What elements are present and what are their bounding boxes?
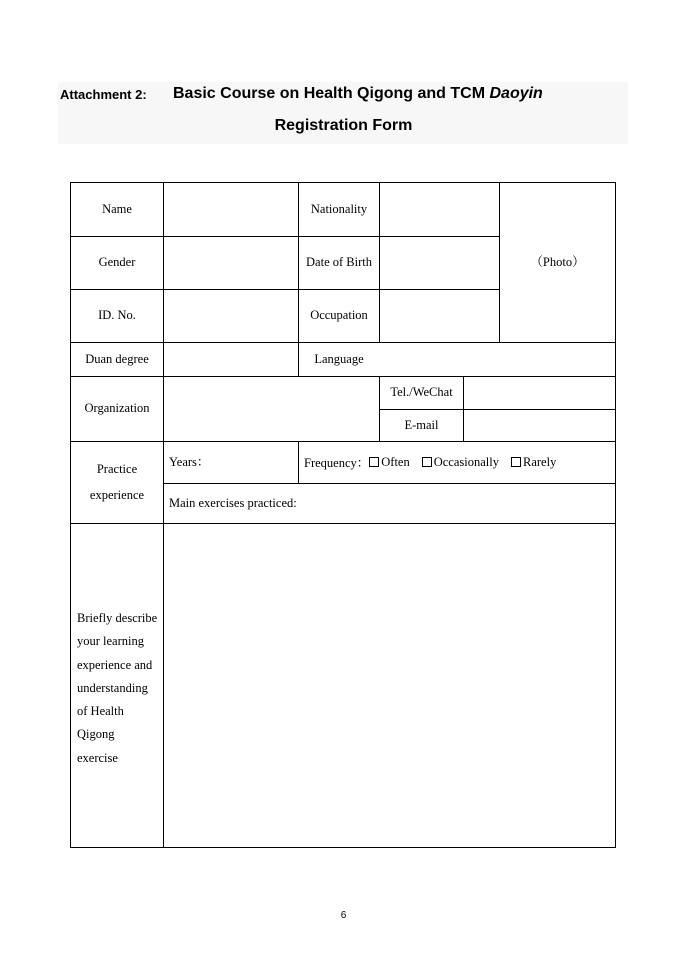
language-label: Language [314, 351, 364, 366]
main-exercises-field[interactable] [169, 484, 615, 523]
checkbox[interactable] [511, 457, 521, 467]
name-label: Name [102, 201, 132, 216]
tel-label: Tel./WeChat [390, 385, 453, 400]
frequency-option-often[interactable]: Often [369, 455, 409, 470]
checkbox[interactable] [422, 457, 432, 467]
describe-label: Briefly describe your learning experience and understanding of Health Qigong exercise [77, 611, 158, 765]
id-field[interactable] [164, 290, 298, 342]
organization-field[interactable] [164, 377, 379, 441]
title-main: Basic Course on Health Qigong and TCM [173, 85, 486, 102]
occupation-field[interactable] [380, 290, 499, 342]
page-number: 6 [340, 910, 347, 921]
frequency-group [304, 441, 568, 483]
name-field[interactable] [164, 183, 298, 236]
practice-label-line2: experience [89, 487, 145, 502]
gender-label: Gender [98, 255, 136, 270]
organization-label: Organization [84, 401, 150, 416]
form-title [173, 85, 543, 103]
main-exercises-label: Main exercises practiced: [169, 495, 297, 510]
title-italic: Daoyin [489, 85, 543, 102]
frequency-option-occasionally[interactable]: Occasionally [422, 455, 499, 470]
years-field[interactable] [169, 442, 298, 483]
id-label: ID. No. [98, 308, 136, 323]
tel-field[interactable] [464, 377, 615, 409]
frequency-option-rarely[interactable]: Rarely [511, 455, 556, 470]
duan-label: Duan degree [85, 351, 149, 366]
gender-field[interactable] [164, 237, 298, 289]
describe-field[interactable] [164, 524, 615, 847]
nationality-field[interactable] [380, 183, 499, 236]
email-field[interactable] [464, 410, 615, 441]
years-label: Years： [169, 454, 210, 469]
form-subtitle: Registration Form [274, 117, 413, 134]
occupation-label: Occupation [310, 308, 368, 323]
dob-label: Date of Birth [306, 255, 372, 270]
duan-field[interactable] [164, 343, 298, 376]
photo-placeholder[interactable]: （Photo） [530, 254, 585, 269]
attachment-label: Attachment 2: [60, 87, 147, 102]
language-field[interactable] [380, 343, 615, 376]
email-label: E-mail [404, 417, 439, 432]
checkbox[interactable] [369, 457, 379, 467]
nationality-label: Nationality [310, 201, 368, 216]
practice-label-line1: Practice [96, 461, 138, 476]
dob-field[interactable] [380, 237, 499, 289]
practice-label [71, 442, 163, 523]
frequency-label: Frequency： [304, 456, 370, 470]
registration-form-table [70, 182, 616, 848]
